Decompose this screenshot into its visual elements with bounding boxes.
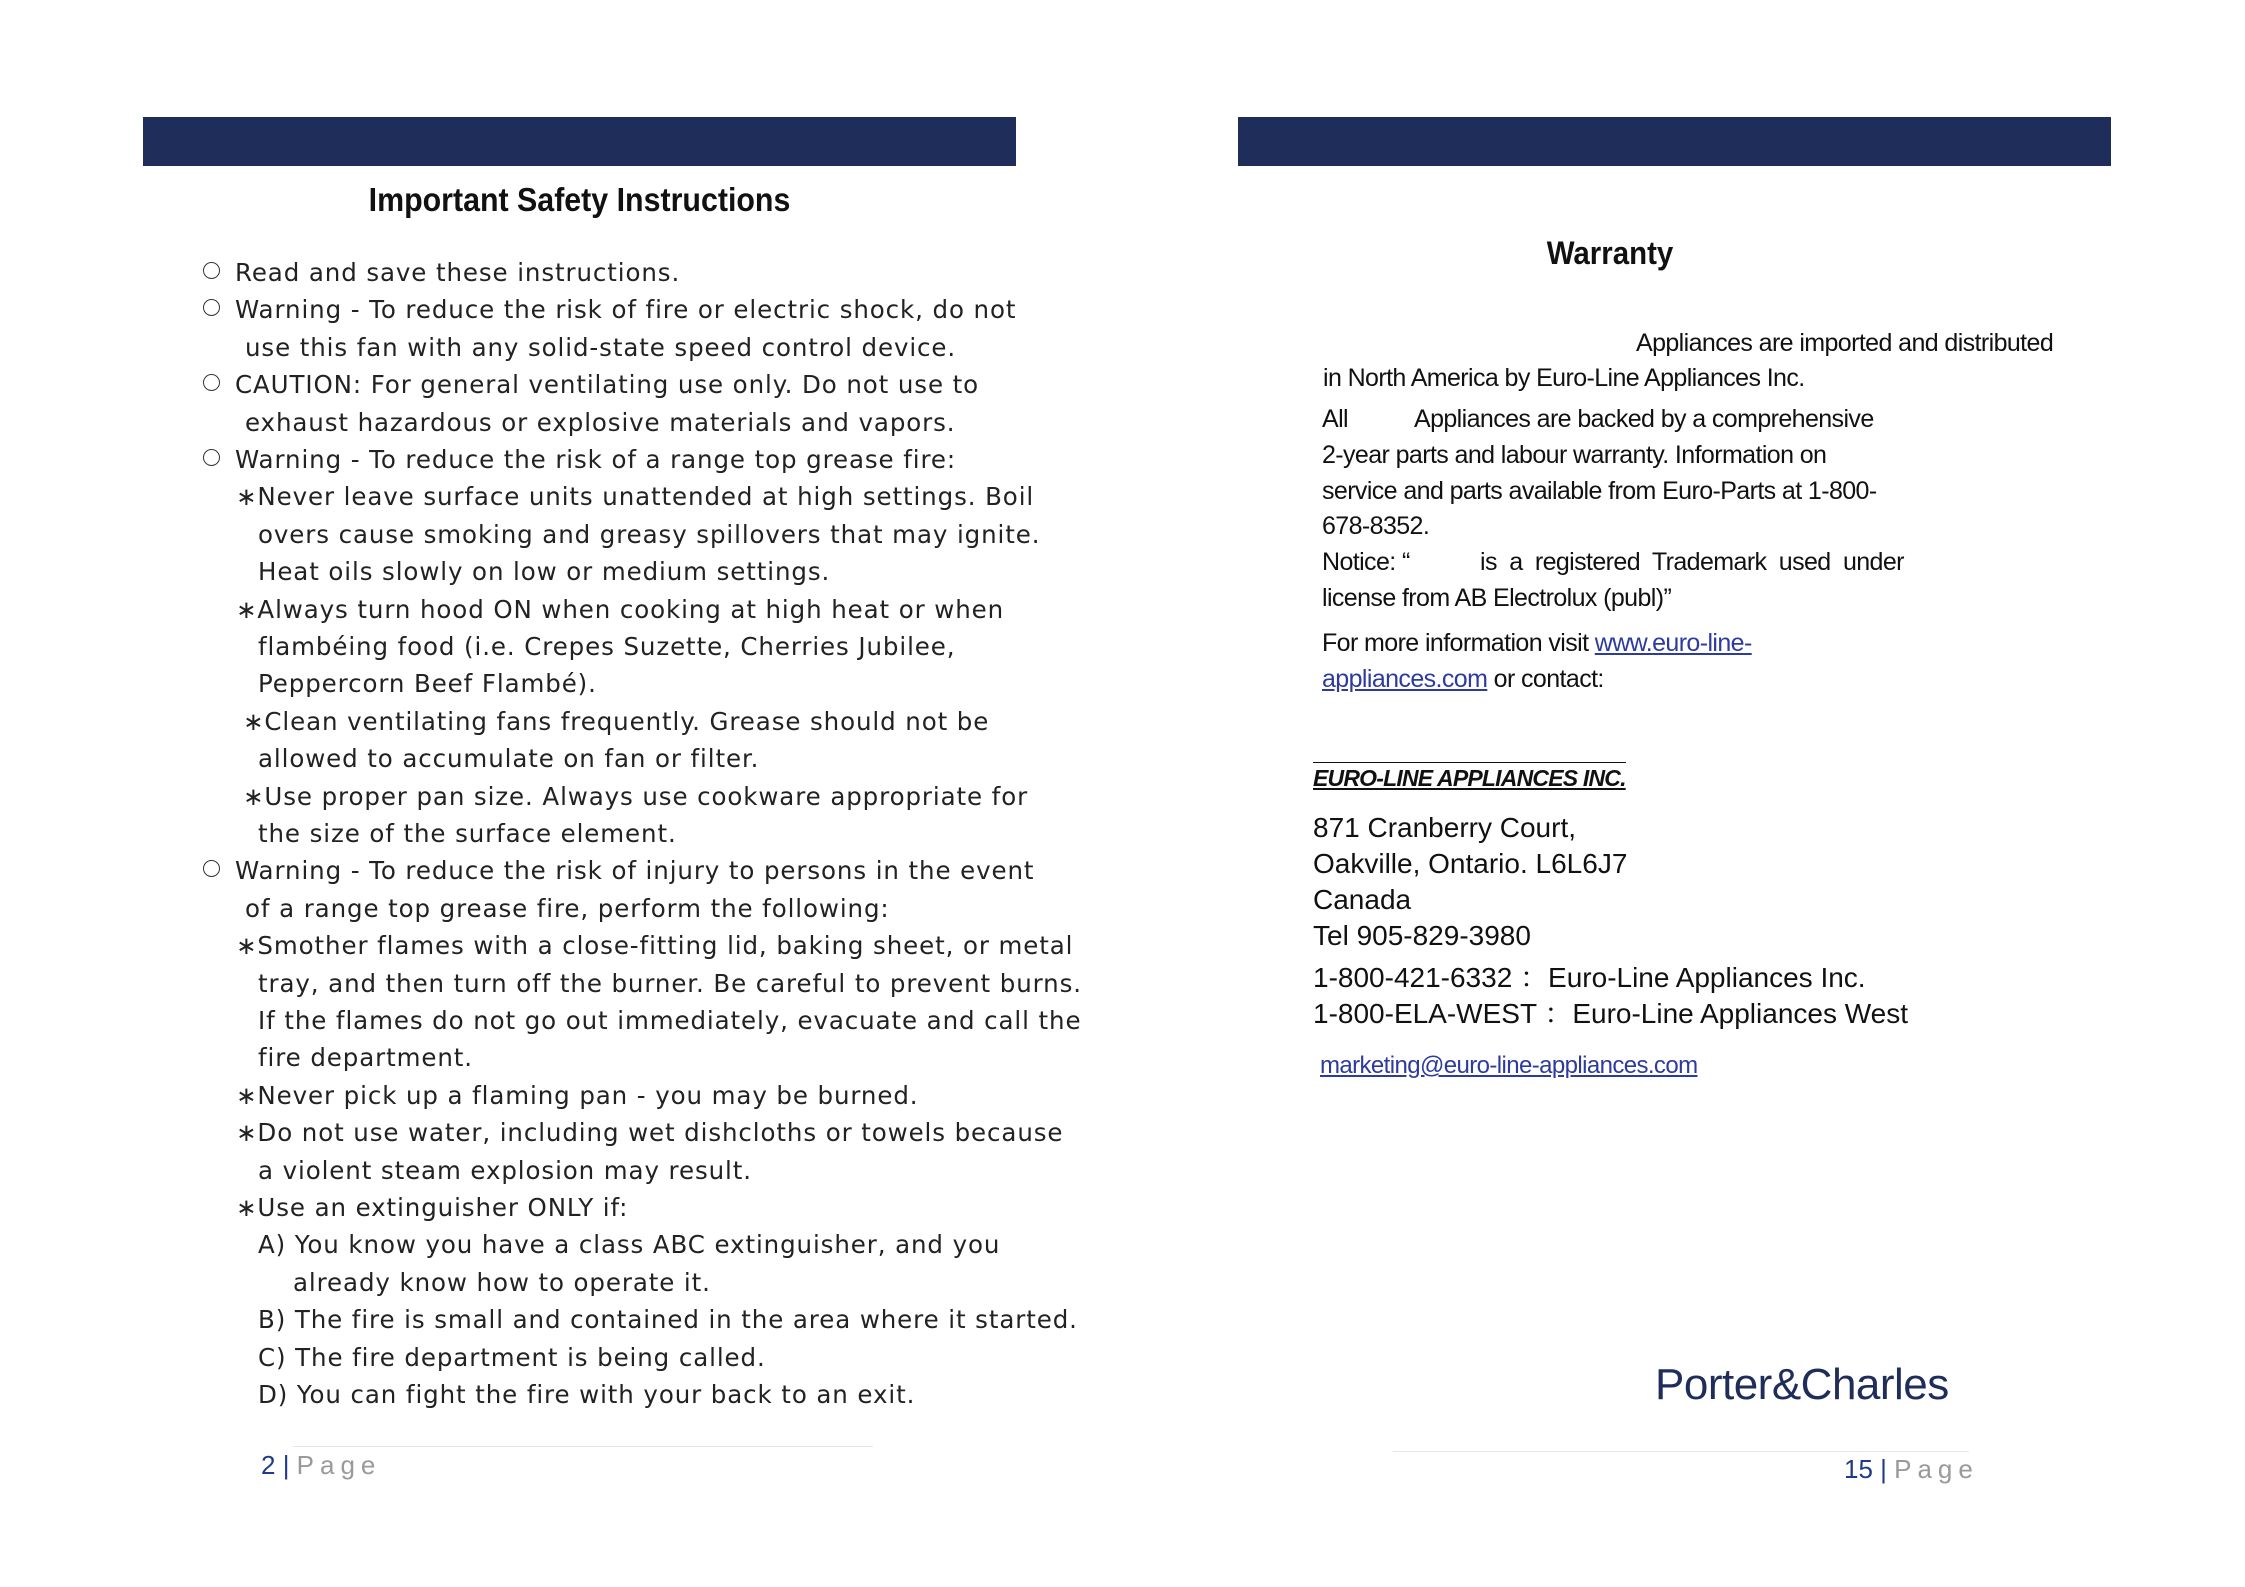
company-name: EURO-LINE APPLIANCES INC. [1313, 762, 1626, 792]
instruction-subitem: ∗Use proper pan size. Always use cookware appropriate for [243, 781, 1029, 811]
instruction-line: the size of the surface element. [258, 819, 677, 848]
instruction-line: Heat oils slowly on low or medium settings. [258, 557, 831, 587]
more-info-line: For more information visit www.euro-line- [1322, 629, 1752, 657]
page-number-left: 2 | Page [261, 1450, 382, 1480]
instruction-line: flambéing food (i.e. Crepes Suzette, Cherries Jubilee, [258, 632, 956, 661]
email-link[interactable]: marketing@euro-line-appliances.com [1320, 1052, 1698, 1079]
page-word: Page [1894, 1454, 1979, 1484]
warranty-text: in North America by Euro-Line Appliances Inc. [1323, 364, 1805, 392]
instruction-line: tray, and then turn off the burner. Be careful to prevent burns. [258, 968, 1082, 998]
instruction-line: D) You can fight the fire with your back to an exit. [258, 1380, 916, 1409]
instruction-item: Warning - To reduce the risk of fire or electric shock, do not [203, 295, 1016, 325]
instruction-line: already know how to operate it. [293, 1267, 711, 1297]
footer-rule-left [293, 1446, 873, 1447]
instruction-subitem: ∗Smother flames with a close-fitting lid, baking sheet, or metal [236, 931, 1074, 961]
bullet-circle-icon [203, 262, 220, 279]
page-number-right: 15 | Page [1844, 1454, 1979, 1484]
instruction-line: use this fan with any solid-state speed control device. [245, 332, 957, 362]
warranty-text: Appliances are backed by a comprehensive [1414, 405, 1874, 433]
warranty-text: license from AB Electrolux (publ)” [1322, 584, 1672, 612]
instruction-line: B) The fire is small and contained in the area where it started. [258, 1305, 1078, 1335]
bullet-circle-icon [203, 299, 220, 316]
instruction-line: exhaust hazardous or explosive materials and vapors. [245, 407, 956, 437]
instruction-item: Warning - To reduce the risk of injury to persons in the event [203, 856, 1034, 886]
bullet-circle-icon [203, 374, 220, 391]
more-info-line: appliances.com or contact: [1322, 665, 1604, 693]
instruction-subitem: ∗Do not use water, including wet dishcloths or towels because [236, 1118, 1064, 1148]
warranty-title: Warranty [1546, 235, 1674, 271]
instruction-line: of a range top grease fire, perform the following: [245, 893, 890, 923]
phone-line: 1-800-421-6332 ：Euro-Line Appliances Inc. [1313, 962, 1866, 993]
instruction-subitem: ∗Never pick up a flaming pan - you may be burned. [236, 1080, 919, 1110]
instruction-subitem: ∗Always turn hood ON when cooking at high heat or when [236, 594, 1005, 624]
instruction-item: CAUTION: For general ventilating use only. Do not use to [203, 370, 979, 400]
brand-logo: Porter&Charles [1655, 1360, 1949, 1409]
address-line: Oakville, Ontario. L6L6J7 [1313, 848, 1628, 879]
instruction-line: If the flames do not go out immediately, evacuate and call the [258, 1006, 1082, 1035]
warranty-text: service and parts available from Euro-Parts at 1-800- [1322, 477, 1877, 505]
instruction-line: overs cause smoking and greasy spillovers that may ignite. [258, 519, 1041, 549]
page-number-value: 2 [261, 1450, 276, 1480]
instruction-line: C) The fire department is being called. [258, 1342, 766, 1372]
safety-title: Important Safety Instructions [368, 181, 791, 218]
footer-rule-right [1393, 1451, 1969, 1452]
page-number-value: 15 [1844, 1454, 1873, 1484]
instruction-subitem: ∗Use an extinguisher ONLY if: [236, 1193, 629, 1222]
phone-line: 1-800-ELA-WEST ：Euro-Line Appliances West [1313, 998, 1909, 1029]
address-line: 871 Cranberry Court, [1313, 812, 1577, 843]
instruction-line: a violent steam explosion may result. [258, 1155, 752, 1185]
warranty-text: Appliances are imported and distributed [1636, 329, 2054, 357]
instruction-subitem: ∗Never leave surface units unattended at high settings. Boil [236, 482, 1035, 512]
address-line: Canada [1313, 884, 1412, 915]
bullet-circle-icon [203, 449, 220, 466]
website-link[interactable]: appliances.com [1322, 665, 1488, 693]
header-bar-right [1238, 117, 2111, 166]
header-bar-left [143, 117, 1016, 166]
instruction-subitem: ∗Clean ventilating fans frequently. Grease should not be [243, 706, 990, 736]
warranty-text: Notice: “ [1322, 548, 1410, 576]
warranty-text: is a registered Trademark used under [1480, 548, 1904, 576]
instruction-line: allowed to accumulate on fan or filter. [258, 744, 760, 774]
bullet-circle-icon [203, 860, 220, 877]
warranty-text: All [1322, 405, 1348, 433]
instruction-item: Read and save these instructions. [203, 258, 680, 288]
warranty-text: 2-year parts and labour warranty. Information on [1322, 441, 1827, 469]
instruction-line: A) You know you have a class ABC extinguisher, and you [258, 1230, 1001, 1260]
warranty-text: 678-8352. [1322, 512, 1430, 540]
phone-line: Tel 905-829-3980 [1313, 920, 1531, 951]
page-word: Page [296, 1450, 382, 1480]
instruction-item: Warning - To reduce the risk of a range top grease fire: [203, 445, 956, 475]
instruction-line: Peppercorn Beef Flambé). [258, 669, 597, 699]
website-link[interactable]: www.euro-line- [1594, 629, 1752, 657]
instruction-line: fire department. [258, 1043, 473, 1073]
